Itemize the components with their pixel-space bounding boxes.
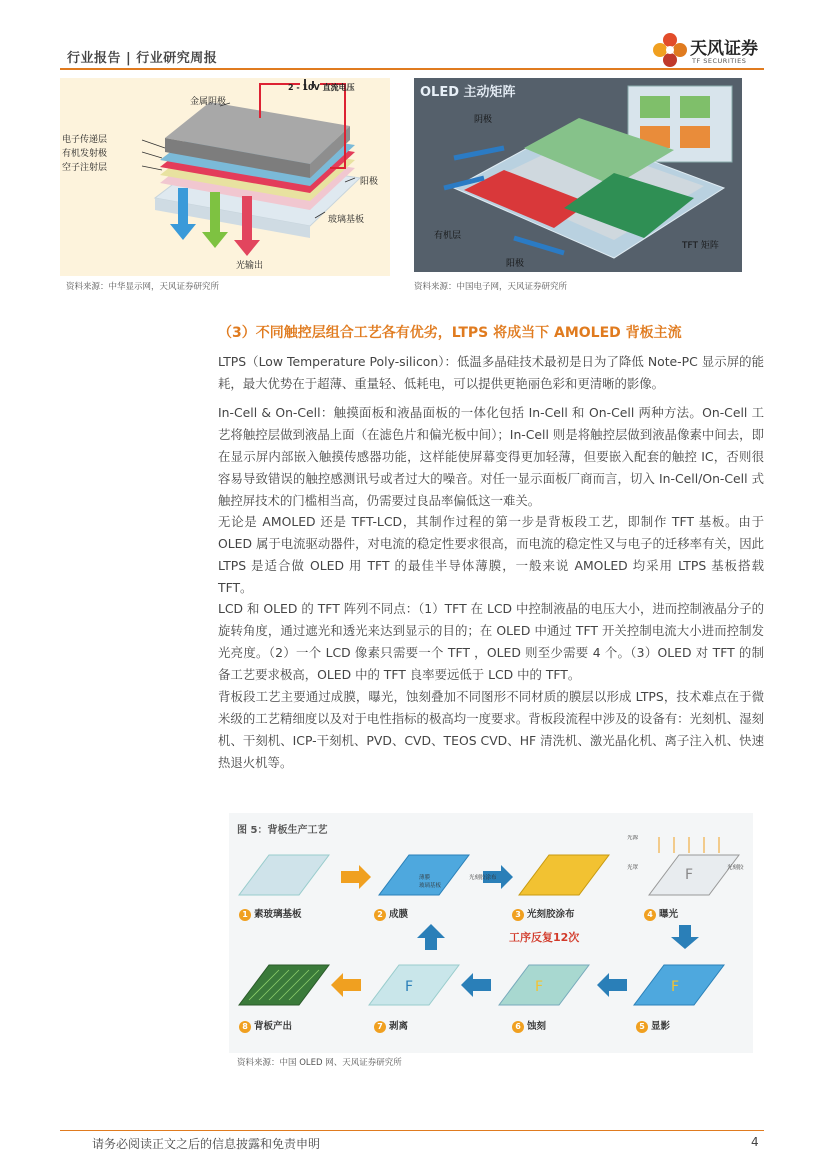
backplane-process-diagram [229, 835, 753, 1047]
paragraph-incell: In-Cell & On-Cell：触摸面板和液晶面板的一体化包括 In-Cell 和 On-Cell 两种方法。On-Cell 工艺将触控层做到液晶上面（在滤色片和偏光板中间）；In-Cell 则是将触控层做到液晶像素中间去，即在显示屏内部嵌入触摸传感器功能，这样能使屏幕变得更加轻薄，但要嵌入配套的触控 IC，否则很容易导致错误的触控感测讯号或者过大的噪音。对任一显示面板厂商而言，切入 In-Cell/On-Cell 式触控屏技术的门槛相当高，仍需要过良品率偏低这一难关。 [218, 405, 764, 508]
oled-structure-diagram [60, 78, 390, 276]
matrix-title: OLED 主动矩阵 [420, 85, 516, 100]
light-arrows [170, 188, 260, 256]
oled-matrix-figure [414, 78, 742, 272]
report-category: 行业报告 | 行业研究周报 [67, 51, 218, 66]
oled-structure-figure [60, 78, 390, 276]
logo-text-en: TF SECURITIES [692, 57, 747, 65]
label-light-output: 光输出 [236, 261, 264, 271]
logo-flower-icon [652, 30, 688, 70]
oled-matrix-diagram [414, 78, 742, 272]
step-label-5: 5 显影 [636, 1018, 670, 1033]
label-electron-layer: 电子传递层 [62, 135, 108, 145]
svg-text:F: F [671, 979, 680, 995]
step-label-8: 8 背板产出 [239, 1018, 292, 1033]
label-organic-layer: 有机发射极 [62, 149, 108, 159]
label-dc-voltage: 2 - 10V 直流电压 [288, 83, 355, 92]
small-label-mask: 光罩 [627, 865, 639, 871]
svg-text:F: F [685, 867, 694, 883]
page-number: 4 [751, 1135, 759, 1149]
label-anode: 阳极 [360, 177, 379, 187]
label-tft-matrix: TFT 矩阵 [682, 241, 719, 251]
small-label-photoresist: 光刻胶涂布 [469, 875, 497, 881]
label-hole-layer: 空子注射层 [62, 163, 108, 173]
right-figure-source: 资料来源：中国电子网，天风证券研究所 [414, 282, 568, 292]
footer-disclaimer: 请务必阅读正文之后的信息披露和免责申明 [92, 1137, 321, 1151]
step-label-1: 1 素玻璃基板 [239, 906, 302, 921]
svg-text:F: F [405, 979, 414, 995]
step-label-4: 4 曝光 [644, 906, 678, 921]
figure5-source: 资料来源：中国 OLED 网、天风证券研究所 [237, 1058, 402, 1068]
header-divider [60, 68, 764, 70]
paragraph-ltps: LTPS（Low Temperature Poly-silicon）：低温多晶硅技术最初是日为了降低 Note-PC 显示屏的能耗，最大优势在于超薄、重量轻、低耗电，可以提供更艳丽色彩和更清晰的影像。 [218, 354, 764, 391]
footer-divider [60, 1130, 764, 1131]
paragraph-backplane: 背板段工艺主要通过成膜，曝光，蚀刻叠加不同图形不同材质的膜层以形成 LTPS，技术难点在于微米级的工艺精细度以及对于电性指标的极高均一度要求。背板段流程中涉及的设备有：光刻机、湿刻机、干刻机、ICP-干刻机、PVD、CVD、TEOS CVD、HF 清洗机、激光晶化机、离子注入机、快速热退火机等。 [218, 689, 764, 770]
small-label-light: 光源 [627, 835, 639, 841]
svg-text:F: F [535, 979, 544, 995]
step-label-6: 6 蚀刻 [512, 1018, 546, 1033]
label-anode-right: 阳极 [506, 259, 525, 269]
paragraph-amoled: 无论是 AMOLED 还是 TFT-LCD，其制作过程的第一步是背板段工艺，即制作 TFT 基板。由于 OLED 属于电流驱动器件，对电流的稳定性要求很高，而电流的稳定性又与电子的迁移率有关，因此 LTPS 是适合做 OLED 用 TFT 的最佳半导体薄膜，一般来说 AMOLED 均采用 LTPS 基板搭载 TFT。 [218, 514, 764, 595]
small-label-resist: 光刻胶 [727, 865, 744, 871]
logo-text-cn: 天风证券 [690, 39, 758, 59]
label-metal-cathode: 金属阴极 [190, 97, 227, 107]
section-heading: （3）不同触控层组合工艺各有优劣，LTPS 将成当下 AMOLED 背板主流 [218, 325, 682, 341]
company-logo [652, 30, 764, 70]
small-label-film: 薄膜 [419, 875, 431, 881]
step-label-2: 2 成膜 [374, 906, 408, 921]
figure5-title: 图 5：背板生产工艺 [237, 825, 328, 836]
left-figure-source: 资料来源：中华显示网，天风证券研究所 [66, 282, 220, 292]
repeat-note: 工序反复12次 [509, 931, 580, 944]
step-label-3: 3 光刻胶涂布 [512, 906, 575, 921]
small-label-glass: 玻璃基板 [419, 883, 442, 889]
label-organic: 有机层 [434, 231, 462, 241]
label-glass-substrate: 玻璃基板 [328, 215, 365, 225]
paragraph-tft-diff: LCD 和 OLED 的 TFT 阵列不同点：（1）TFT 在 LCD 中控制液晶的电压大小，进而控制液晶分子的旋转角度，通过遮光和透光来达到显示的目的；在 OLED 中通过 TFT 开关控制电流大小进而控制发光亮度。（2）一个 LCD 像素只需要一个 TFT ，OLED 则至少需要 4 个。（3）OLED 对 TFT 的制备工艺要求极高，OLED 中的 TFT 良率要远低于 LCD 中的 TFT。 [218, 601, 764, 682]
step-label-7: 7 剥离 [374, 1018, 408, 1033]
label-cathode: 阴极 [474, 115, 493, 125]
